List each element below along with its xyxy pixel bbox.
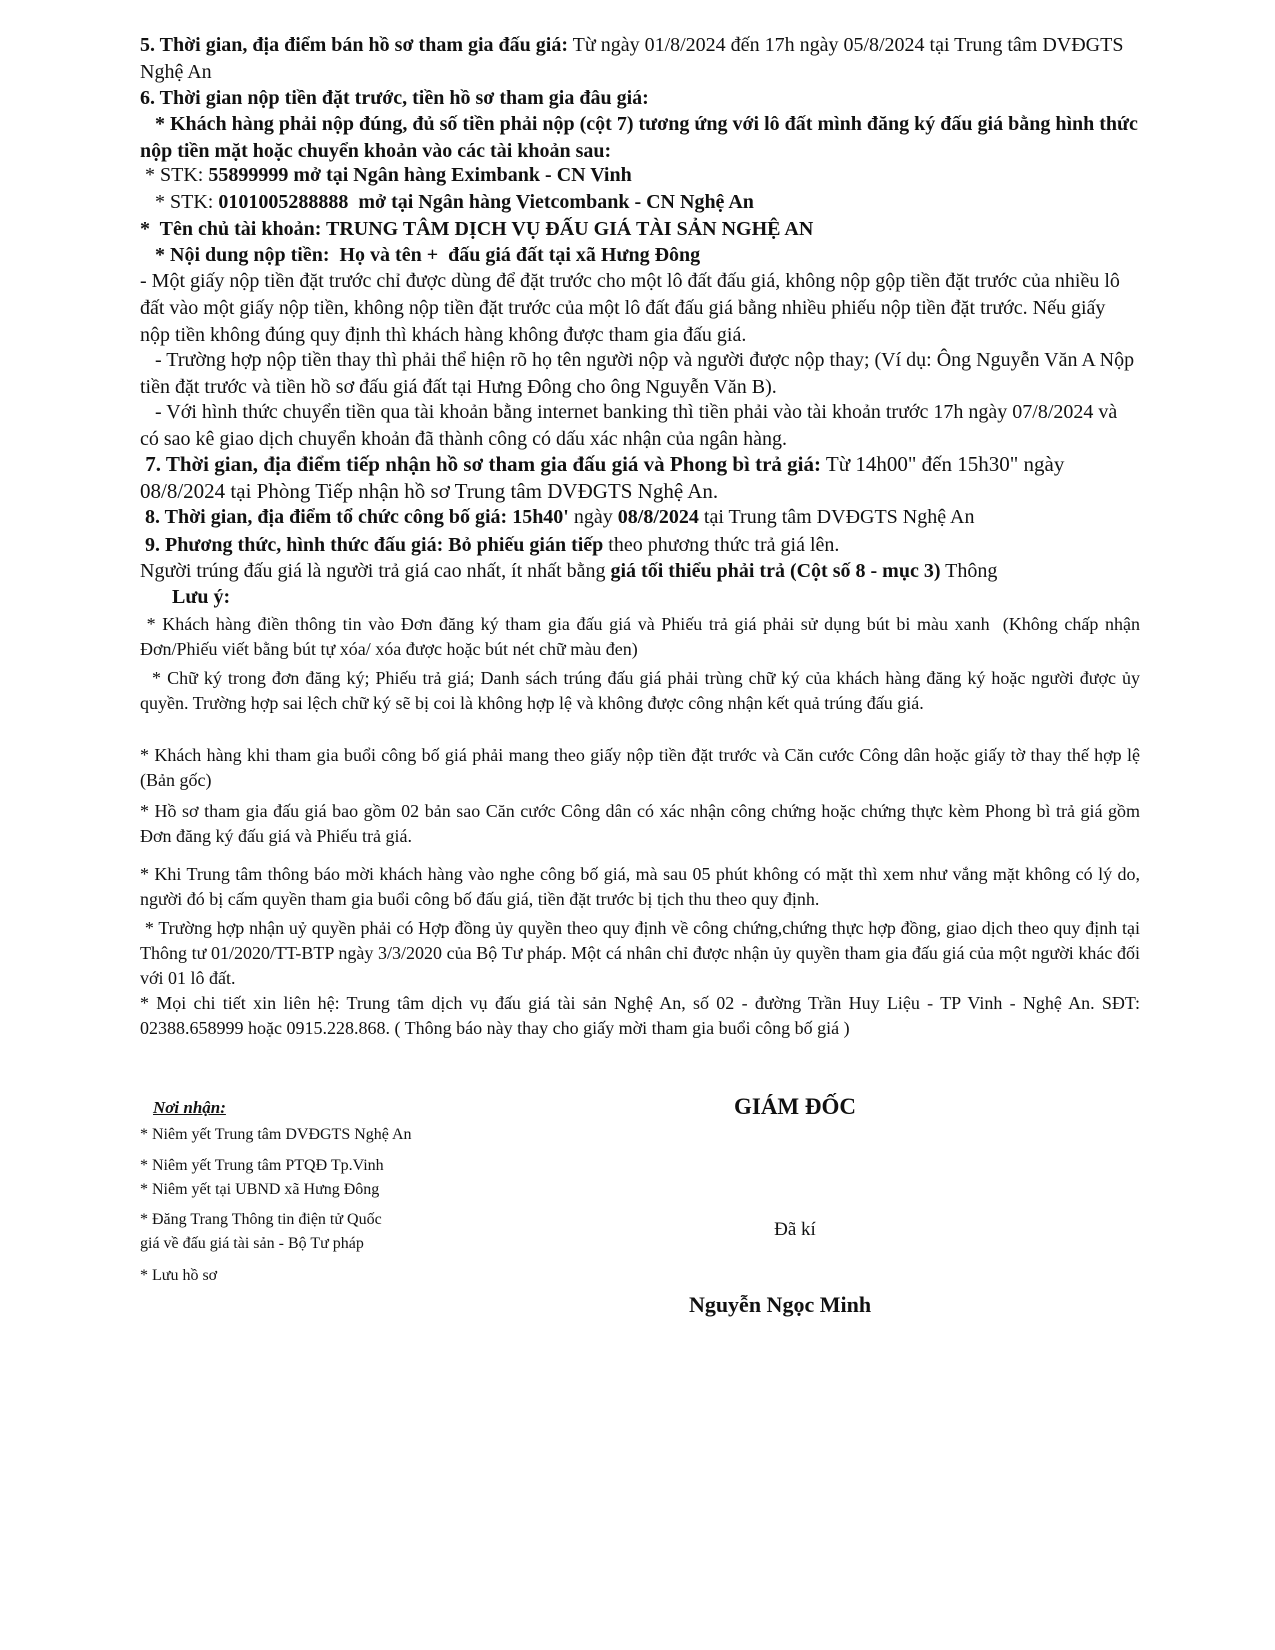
note-2: * Chữ ký trong đơn đăng ký; Phiếu trả giá; Danh sách trúng đấu giá phải trùng chữ ký của khách hàng đăng ký hoặc người được ủy quyền. Trường hợp sai lệch chữ ký sẽ bị coi là không hợp lệ và không được công nhận kết quả trúng đấu giá. [140,668,1145,713]
signed-note: Đã kí [774,1219,816,1240]
signer-title: GIÁM ĐỐC [733,1094,857,1119]
recipient-item: * Đăng Trang Thông tin điện tử Quốc [140,1211,382,1228]
section-7: 7. Thời gian, địa điểm tiếp nhận hồ sơ tham gia đấu giá và Phong bì trả giá: Từ 14h00" đến 15h30" ngày 08/8/2024 tại Phòng Tiếp nhận hồ sơ Trung tâm DVĐGTS Nghệ An. [140,452,1070,503]
section-9: 9. Phương thức, hình thức đấu giá: Bỏ phiếu gián tiếp theo phương thức trả giá lên. [140,534,840,556]
section-8: 8. Thời gian, địa điểm tổ chức công bố giá: 15h40' ngày 08/8/2024 tại Trung tâm DVĐGTS Nghệ An [140,506,975,528]
recipients-title: Nơi nhận: [153,1098,226,1117]
note-title: Lưu ý: [172,586,231,608]
recipient-item: giá về đấu giá tài sản - Bộ Tư pháp [140,1235,364,1252]
account-2: * STK: 0101005288888 mở tại Ngân hàng Vietcombank - CN Nghệ An [140,191,754,213]
note-6: * Trường hợp nhận uỷ quyền phải có Hợp đồng ủy quyền theo quy định về công chứng,chứng thực hợp đồng, giao dịch theo quy định tại Thông tư 01/2020/TT-BTP ngày 3/3/2020 của Bộ Tư pháp. Một cá nhân chỉ được nhận ủy quyền tham gia đấu giá của một người khác đối với 01 lô đất. [140,918,1145,988]
recipient-item: * Niêm yết Trung tâm DVĐGTS Nghệ An [140,1126,412,1143]
section-5 [140,32,1140,86]
note-3: * Khách hàng khi tham gia buổi công bố giá phải mang theo giấy nộp tiền đặt trước và Căn cước Công dân hoặc giấy tờ thay thế hợp lệ (Bản gốc) [140,745,1140,790]
section-6-para-2: - Trường hợp nộp tiền thay thì phải thể hiện rõ họ tên người nộp và người được nộp thay; (Ví dụ: Ông Nguyễn Văn A Nộp tiền đặt trước và tiền hồ sơ đấu giá đất tại Hưng Đông cho ông Nguyễn Văn B). [140,349,1140,398]
note-1: * Khách hàng điền thông tin vào Đơn đăng ký tham gia đấu giá và Phiếu trả giá phải sử dụng bút bi màu xanh (Không chấp nhận Đơn/Phiếu viết bằng bút tự xóa/ xóa được hoặc bút nét chữ màu đen) [140,614,1145,659]
account-owner: * Tên chủ tài khoản: TRUNG TÂM DỊCH VỤ ĐẤU GIÁ TÀI SẢN NGHỆ AN [140,218,814,240]
recipient-item: * Lưu hồ sơ [140,1267,218,1284]
section-6-para-1: - Một giấy nộp tiền đặt trước chỉ được dùng để đặt trước cho một lô đất đấu giá, không nộp gộp tiền đặt trước của nhiều lô đất vào một giấy nộp tiền, không nộp tiền đặt trước của một lô đất đấu giá bằng nhiều phiếu nộp tiền đặt trước. Nếu giấy nộp tiền không đúng quy định thì khách hàng không được tham gia đấu giá. [140,270,1120,346]
section-5-label: 5. Thời gian, địa điểm bán hồ sơ tham gia đấu giá: [140,34,568,56]
section-6-para-3: - Với hình thức chuyển tiền qua tài khoản bằng internet banking thì tiền phải vào tài khoản trước 17h ngày 07/8/2024 và có sao kê giao dịch chuyển khoản đã thành công có dấu xác nhận của ngân hàng. [140,401,1123,450]
section-5-text: Từ ngày 01/8/2024 đến 17h ngày 05/8/2024 tại Trung tâm DVĐGTS Nghệ An [140,34,1124,83]
signer-name: Nguyễn Ngọc Minh [688,1292,872,1317]
winner-rule: Người trúng đấu giá là người trả giá cao nhất, ít nhất bằng giá tối thiểu phải trả (Cột số 8 - mục 3) Thông [140,560,998,582]
recipient-item: * Niêm yết Trung tâm PTQĐ Tp.Vinh [140,1157,384,1174]
payment-content: * Nội dung nộp tiền: Họ và tên + đấu giá đất tại xã Hưng Đông [140,244,701,266]
recipient-item: * Niêm yết tại UBND xã Hưng Đông [140,1181,380,1198]
section-6-heading: 6. Thời gian nộp tiền đặt trước, tiền hồ sơ tham gia đâu giá: [140,87,649,109]
note-4: * Hồ sơ tham gia đấu giá bao gồm 02 bản sao Căn cước Công dân có xác nhận công chứng hoặc chứng thực kèm Phong bì trả giá gồm Đơn đăng ký đấu giá và Phiếu trả giá. [140,801,1140,846]
note-5: * Khi Trung tâm thông báo mời khách hàng vào nghe công bố giá, mà sau 05 phút không có mặt thì xem như vắng mặt không có lý do, người đó bị cấm quyền tham gia buổi công bố đấu giá, tiền đặt trước bị tịch thu theo quy định. [140,864,1140,909]
section-6-note: * Khách hàng phải nộp đúng, đủ số tiền phải nộp (cột 7) tương ứng với lô đất mình đăng ký đấu giá bằng hình thức nộp tiền mặt hoặc chuyển khoản vào các tài khoản sau: [140,113,1143,162]
note-7: * Mọi chi tiết xin liên hệ: Trung tâm dịch vụ đấu giá tài sản Nghệ An, số 02 - đường Trần Huy Liệu - TP Vinh - Nghệ An. SĐT: 02388.658999 hoặc 0915.228.868. ( Thông báo này thay cho giấy mời tham gia buổi công bố giá ) [140,993,1140,1038]
account-1: * STK: 55899999 mở tại Ngân hàng Eximbank - CN Vinh [140,164,632,186]
